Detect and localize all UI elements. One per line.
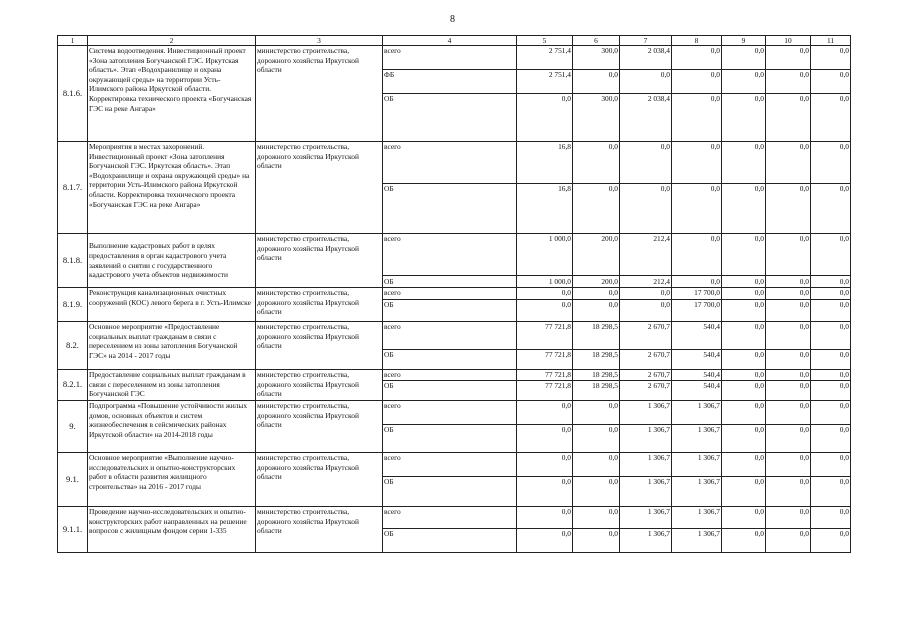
value-cell: 0,0 — [573, 477, 620, 507]
value-cell: 0,0 — [517, 425, 573, 453]
executor: министерство строительства, дорожного хозяйства Иркутской области — [256, 142, 383, 234]
funding-source: всего — [383, 453, 517, 477]
value-cell: 0,0 — [672, 276, 722, 288]
value-cell: 0,0 — [766, 300, 811, 322]
column-number: 10 — [766, 36, 811, 46]
value-cell: 0,0 — [766, 401, 811, 425]
funding-source: всего — [383, 288, 517, 300]
column-number: 4 — [383, 36, 517, 46]
value-cell: 0,0 — [811, 322, 851, 350]
value-cell: 77 721,8 — [517, 350, 573, 370]
value-cell: 0,0 — [672, 94, 722, 142]
value-cell: 0,0 — [766, 529, 811, 553]
table-row — [58, 370, 851, 381]
executor: министерство строительства, дорожного хозяйства Иркутской области — [256, 370, 383, 401]
value-cell: 1 306,7 — [620, 507, 672, 529]
value-cell: 540,4 — [672, 381, 722, 401]
value-cell: 0,0 — [766, 453, 811, 477]
table-row — [58, 453, 851, 477]
value-cell: 0,0 — [573, 529, 620, 553]
funding-source: всего — [383, 46, 517, 70]
value-cell: 0,0 — [811, 142, 851, 184]
table-body — [58, 46, 851, 553]
value-cell: 0,0 — [766, 70, 811, 94]
column-number: 11 — [811, 36, 851, 46]
funding-source: ФБ — [383, 70, 517, 94]
value-cell: 0,0 — [573, 70, 620, 94]
funding-source: всего — [383, 142, 517, 184]
value-cell: 0,0 — [722, 477, 766, 507]
activity-name: Предоставление социальных выплат гражданам в связи с переселением из зоны затопления Богучанской ГЭС — [88, 370, 256, 401]
value-cell: 0,0 — [766, 425, 811, 453]
value-cell: 18 298,5 — [573, 381, 620, 401]
value-cell: 0,0 — [573, 507, 620, 529]
value-cell: 300,0 — [573, 94, 620, 142]
table-row — [58, 142, 851, 184]
value-cell: 1 306,7 — [620, 401, 672, 425]
value-cell: 0,0 — [811, 425, 851, 453]
value-cell: 0,0 — [517, 300, 573, 322]
value-cell: 0,0 — [811, 276, 851, 288]
value-cell: 1 306,7 — [620, 529, 672, 553]
value-cell: 0,0 — [766, 350, 811, 370]
value-cell: 2 670,7 — [620, 381, 672, 401]
value-cell: 0,0 — [722, 184, 766, 234]
executor: министерство строительства, дорожного хозяйства Иркутской области — [256, 453, 383, 507]
value-cell: 0,0 — [811, 184, 851, 234]
value-cell: 0,0 — [811, 234, 851, 276]
value-cell: 0,0 — [722, 529, 766, 553]
value-cell: 0,0 — [811, 529, 851, 553]
value-cell: 1 306,7 — [620, 453, 672, 477]
value-cell: 17 700,0 — [672, 300, 722, 322]
value-cell: 0,0 — [722, 370, 766, 381]
executor: министерство строительства, дорожного хозяйства Иркутской области — [256, 288, 383, 322]
activity-name: Подпрограмма «Повышение устойчивости жилых домов, основных объектов и систем жизнеобеспечения в сейсмических районах Иркутской области» на 2014-2018 годы — [88, 401, 256, 453]
table-row — [58, 46, 851, 70]
value-cell: 1 000,0 — [517, 276, 573, 288]
funding-source: ОБ — [383, 529, 517, 553]
table-row — [58, 401, 851, 425]
value-cell: 540,4 — [672, 370, 722, 381]
value-cell: 540,4 — [672, 322, 722, 350]
value-cell: 0,0 — [672, 184, 722, 234]
value-cell: 0,0 — [672, 46, 722, 70]
value-cell: 0,0 — [722, 94, 766, 142]
value-cell: 1 306,7 — [672, 401, 722, 425]
value-cell: 18 298,5 — [573, 350, 620, 370]
value-cell: 0,0 — [766, 94, 811, 142]
value-cell: 2 038,4 — [620, 94, 672, 142]
value-cell: 0,0 — [620, 142, 672, 184]
value-cell: 0,0 — [722, 300, 766, 322]
activity-name: Реконструкция канализационных очистных сооружений (КОС) левого берега в г. Усть-Илимске — [88, 288, 256, 322]
column-number: 5 — [517, 36, 573, 46]
column-number: 3 — [256, 36, 383, 46]
funding-source: ОБ — [383, 425, 517, 453]
value-cell: 0,0 — [722, 381, 766, 401]
value-cell: 0,0 — [722, 70, 766, 94]
value-cell: 1 306,7 — [672, 529, 722, 553]
value-cell: 0,0 — [573, 453, 620, 477]
row-code: 8.1.7. — [58, 142, 88, 234]
row-code: 8.1.6. — [58, 46, 88, 142]
value-cell: 0,0 — [766, 507, 811, 529]
value-cell: 0,0 — [722, 425, 766, 453]
executor: министерство строительства, дорожного хозяйства Иркутской области — [256, 234, 383, 288]
value-cell: 1 306,7 — [672, 425, 722, 453]
value-cell: 0,0 — [811, 507, 851, 529]
value-cell: 0,0 — [722, 142, 766, 184]
column-number: 1 — [58, 36, 88, 46]
value-cell: 18 298,5 — [573, 322, 620, 350]
row-code: 8.2.1. — [58, 370, 88, 401]
funding-source: ОБ — [383, 350, 517, 370]
value-cell: 0,0 — [573, 401, 620, 425]
executor: министерство строительства, дорожного хозяйства Иркутской области — [256, 322, 383, 370]
value-cell: 0,0 — [620, 70, 672, 94]
value-cell: 0,0 — [722, 322, 766, 350]
value-cell: 0,0 — [811, 453, 851, 477]
value-cell: 16,8 — [517, 184, 573, 234]
value-cell: 0,0 — [722, 46, 766, 70]
value-cell: 1 306,7 — [672, 453, 722, 477]
value-cell: 0,0 — [811, 94, 851, 142]
value-cell: 212,4 — [620, 276, 672, 288]
program-table — [57, 35, 851, 553]
value-cell: 540,4 — [672, 350, 722, 370]
value-cell: 0,0 — [766, 477, 811, 507]
funding-source: всего — [383, 322, 517, 350]
value-cell: 0,0 — [811, 46, 851, 70]
value-cell: 0,0 — [811, 300, 851, 322]
value-cell: 0,0 — [517, 507, 573, 529]
value-cell: 16,8 — [517, 142, 573, 184]
value-cell: 0,0 — [620, 184, 672, 234]
value-cell: 200,0 — [573, 234, 620, 276]
funding-source: всего — [383, 401, 517, 425]
value-cell: 0,0 — [620, 288, 672, 300]
value-cell: 0,0 — [766, 322, 811, 350]
activity-name: Основное мероприятие «Предоставление социальных выплат гражданам в связи с переселением из зоны затопления Богучанской ГЭС» на 2014 - 2017 годы — [88, 322, 256, 370]
column-number: 6 — [573, 36, 620, 46]
funding-source: ОБ — [383, 300, 517, 322]
value-cell: 77 721,8 — [517, 370, 573, 381]
value-cell: 0,0 — [620, 300, 672, 322]
value-cell: 0,0 — [517, 477, 573, 507]
value-cell: 77 721,8 — [517, 322, 573, 350]
value-cell: 0,0 — [722, 288, 766, 300]
funding-source: ОБ — [383, 184, 517, 234]
value-cell: 1 000,0 — [517, 234, 573, 276]
row-code: 9. — [58, 401, 88, 453]
value-cell: 0,0 — [811, 370, 851, 381]
value-cell: 0,0 — [766, 184, 811, 234]
value-cell: 0,0 — [766, 370, 811, 381]
value-cell: 1 306,7 — [672, 477, 722, 507]
value-cell: 0,0 — [766, 276, 811, 288]
row-code: 9.1. — [58, 453, 88, 507]
value-cell: 2 038,4 — [620, 46, 672, 70]
value-cell: 0,0 — [722, 507, 766, 529]
value-cell: 0,0 — [672, 142, 722, 184]
value-cell: 0,0 — [811, 350, 851, 370]
page-number: 8 — [450, 14, 455, 25]
table-row — [58, 507, 851, 529]
value-cell: 0,0 — [517, 288, 573, 300]
value-cell: 0,0 — [517, 401, 573, 425]
value-cell: 0,0 — [766, 234, 811, 276]
column-number-row — [58, 36, 851, 46]
activity-name: Мероприятия в местах захоронений. Инвестиционный проект «Зона затопления Богучанской ГЭС. Иркутская область». Этап «Водохранилище и охрана окружающей среды» на территории Усть-Илимского района Иркутской области. Корректировка технического проекта «Богучанская ГЭС на реке Ангара» — [88, 142, 256, 234]
value-cell: 2 751,4 — [517, 46, 573, 70]
activity-name: Основное мероприятие «Выполнение научно-исследовательских и опытно-конструкторских работ в области развития жилищного строительства» на 2016 - 2017 годы — [88, 453, 256, 507]
row-code: 8.1.8. — [58, 234, 88, 288]
activity-name: Проведение научно-исследовательских и опытно-конструкторских работ направленных на решение вопросов с жилищным фондом серии 1-335 — [88, 507, 256, 553]
value-cell: 0,0 — [672, 234, 722, 276]
value-cell: 0,0 — [766, 288, 811, 300]
value-cell: 0,0 — [517, 529, 573, 553]
value-cell: 0,0 — [811, 70, 851, 94]
value-cell: 0,0 — [766, 46, 811, 70]
funding-source: ОБ — [383, 94, 517, 142]
value-cell: 212,4 — [620, 234, 672, 276]
value-cell: 2 670,7 — [620, 370, 672, 381]
value-cell: 2 751,4 — [517, 70, 573, 94]
value-cell: 0,0 — [811, 477, 851, 507]
value-cell: 0,0 — [573, 288, 620, 300]
value-cell: 0,0 — [672, 70, 722, 94]
value-cell: 0,0 — [811, 288, 851, 300]
value-cell: 2 670,7 — [620, 350, 672, 370]
value-cell: 200,0 — [573, 276, 620, 288]
value-cell: 0,0 — [722, 350, 766, 370]
value-cell: 0,0 — [573, 300, 620, 322]
funding-source: ОБ — [383, 276, 517, 288]
value-cell: 0,0 — [573, 425, 620, 453]
executor: министерство строительства, дорожного хозяйства Иркутской области — [256, 507, 383, 553]
value-cell: 0,0 — [517, 94, 573, 142]
activity-name: Выполнение кадастровых работ в целях предоставления в орган кадастрового учета заявлений о снятии с государственного кадастрового учета объектов недвижимости — [88, 234, 256, 288]
table-row — [58, 288, 851, 300]
activity-name: Система водоотведения. Инвестиционный проект «Зона затопления Богучанской ГЭС. Иркутская область». Этап «Водохранилище и охрана окружающей среды» на территории Усть-Илимского района Иркутской области. Корректировка технического проекта «Богучанская ГЭС на реке Ангара» — [88, 46, 256, 142]
value-cell: 18 298,5 — [573, 370, 620, 381]
value-cell: 1 306,7 — [620, 477, 672, 507]
row-code: 8.1.9. — [58, 288, 88, 322]
table-row — [58, 322, 851, 350]
column-number: 7 — [620, 36, 672, 46]
value-cell: 0,0 — [573, 184, 620, 234]
column-number: 9 — [722, 36, 766, 46]
value-cell: 300,0 — [573, 46, 620, 70]
funding-source: всего — [383, 370, 517, 381]
funding-source: ОБ — [383, 381, 517, 401]
value-cell: 0,0 — [766, 381, 811, 401]
value-cell: 17 700,0 — [672, 288, 722, 300]
value-cell: 0,0 — [766, 142, 811, 184]
column-number: 2 — [88, 36, 256, 46]
value-cell: 2 670,7 — [620, 322, 672, 350]
value-cell: 1 306,7 — [620, 425, 672, 453]
executor: министерство строительства, дорожного хозяйства Иркутской области — [256, 46, 383, 142]
funding-source: всего — [383, 234, 517, 276]
executor: министерство строительства, дорожного хозяйства Иркутской области — [256, 401, 383, 453]
value-cell: 0,0 — [573, 142, 620, 184]
table-row — [58, 234, 851, 276]
value-cell: 0,0 — [722, 401, 766, 425]
value-cell: 0,0 — [517, 453, 573, 477]
value-cell: 0,0 — [811, 381, 851, 401]
value-cell: 1 306,7 — [672, 507, 722, 529]
value-cell: 0,0 — [722, 453, 766, 477]
row-code: 8.2. — [58, 322, 88, 370]
funding-source: ОБ — [383, 477, 517, 507]
row-code: 9.1.1. — [58, 507, 88, 553]
funding-source: всего — [383, 507, 517, 529]
value-cell: 0,0 — [722, 234, 766, 276]
value-cell: 0,0 — [722, 276, 766, 288]
column-number: 8 — [672, 36, 722, 46]
value-cell: 77 721,8 — [517, 381, 573, 401]
value-cell: 0,0 — [811, 401, 851, 425]
